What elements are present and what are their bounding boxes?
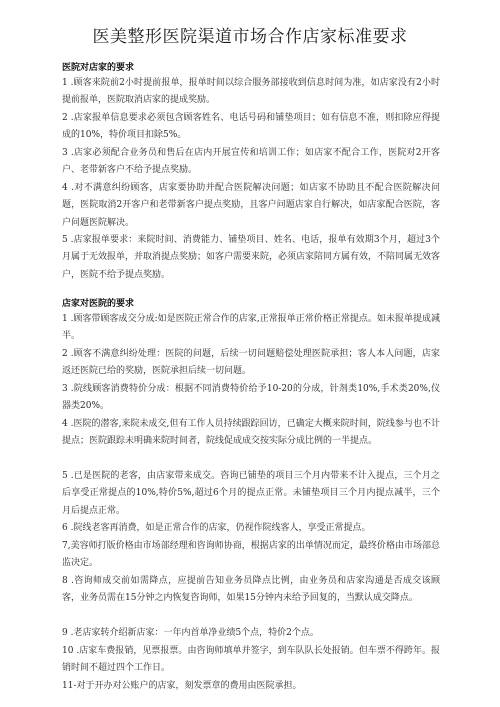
paragraph: 5 .店家报单要求：来院时间、消费能力、铺垫项目、姓名、电话，报单有效期3个月，超过3个月属于无效报单，并取消提点奖励；如客户需要来院，必须店家陪同方属有效，不陪同属无效客户，医院不给予提点奖励。: [62, 235, 441, 280]
paragraph: 4 .医院的潜客,来院未成交,但有工作人员持续跟踪回访，已确定大概来院时间，院线参与也不计提点；医院跟踪未明确来院时间者，院线促成成交按实际分成比例的一半提点。: [62, 419, 440, 447]
paragraph: 8 .咨询师成交前如需降点，应提前告知业务员降点比例，由业务员和店家沟通是否成交该顾客，业务员需在15分钟之内恢复咨询师，如果15分钟内未给予回复的，当默认成交降点。: [62, 576, 440, 604]
paragraph: 1 .顾客带顾客成交分成:如是医院正常合作的店家,正常报单正常价格正常提点。如未报单提成减半。: [62, 314, 440, 342]
paragraph: 3 .院线顾客消费特价分成：根据不同消费特价给予10-20的分成，针剂类10%,手术类20%,仪器类20%。: [62, 384, 440, 412]
paragraph: 3 .店家必须配合业务员和售后在店内开展宣传和培训工作；如店家不配合工作，医院对2开客户、老带新客户不给予提点奖励。: [62, 148, 440, 176]
paragraph: 5 .已是医院的老客，由店家带来成交。咨询已铺垫的项目三个月内带来不计入提点，三个月之后享受正常提点的10%,特价5%,超过6个月的提点正常。未铺垫项目三个月内提点减半，三个月后提点正常。: [62, 471, 440, 516]
paragraph: 10 .店家车费报销，见票报票。由咨询师填单并签字，到车队队长处报销。但车票不得跨年。报销时间不超过四个工作日。: [62, 646, 440, 674]
section-heading-store-requirements: 店家对医院的要求: [62, 299, 135, 309]
paragraph: 9 .老店家转介绍新店家：一年内首单净业绩5个点，特价2个点。: [62, 628, 319, 638]
paragraph: 1 .顾客来院前2小时提前报单，报单时间以综合服务部接收到信息时间为准，如店家没有2小时提前报单，医院取消店家的提成奖励。: [62, 78, 440, 106]
paragraph: 2 .顾客不满意纠纷处理：医院的问题，后续一切问题赔偿处理医院承担；客人本人问题，店家返还医院已给的奖励，医院承担后续一切问题。: [62, 349, 440, 377]
paragraph: 6 .院线老客再消费，如是正常合作的店家，仍视作院线客人，享受正常提点。: [62, 523, 371, 533]
page-title: 医美整形医院渠道市场合作店家标准要求: [92, 27, 408, 47]
paragraph: 4 .对不满意纠纷顾客，店家要协助并配合医院解决问题；如店家不协助且不配合医院解决问题，医院取消2开客户和老带新客户提点奖励，且客户问题店家自行解决，如店家配合医院，客户问题医院解决。: [62, 183, 440, 228]
paragraph: 11-对于开办对公账户的店家，刻发票章的费用由医院承担。: [62, 681, 302, 691]
paragraph: 7,美容师打版价格由市场部经理和咨询师协商，根据店家的出单情况而定，最终价格由市场部总监决定。: [62, 541, 440, 569]
paragraph: 2 .店家报单信息要求必须包含顾客姓名、电话号码和铺垫项目；如有信息不准，则扣除应得提成的10%，特价项目扣除5%。: [62, 113, 440, 141]
section-heading-hospital-requirements: 医院对店家的要求: [62, 63, 135, 73]
